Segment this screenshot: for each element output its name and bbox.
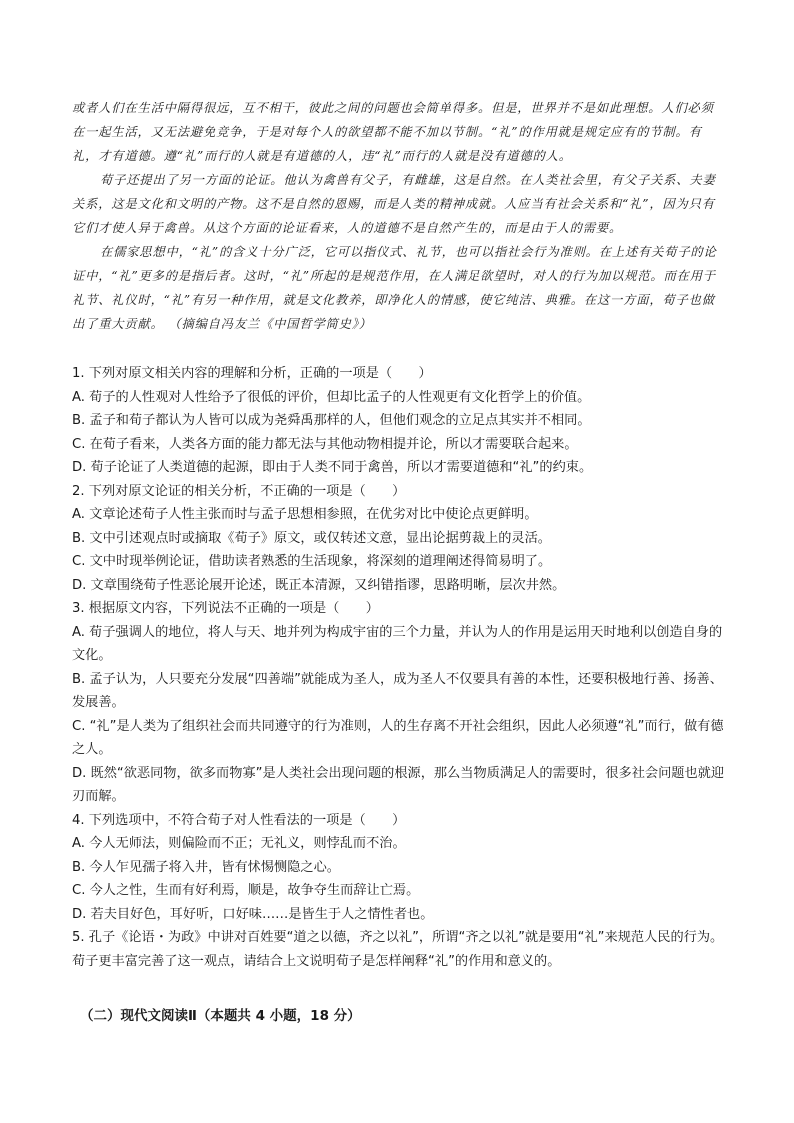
question-3-option-b: B. 孟子认为，人只要充分发展“四善端”就能成为圣人，成为圣人不仅要具有善的本性，还要积极地行善、扬善、发展善。 [72,671,723,710]
passage-paragraph-3: 在儒家思想中，“礼”的含义十分广泛，它可以指仪式、礼节，也可以指社会行为准则。在上述有关荀子的论证中，“礼”更多的是指后者。这时，“礼”所起的是规范作用，在人满足欲望时，对人的行为加以规范。而在用于礼节、礼仪时，“礼”有另一种作用，就是文化教养，即净化人的情感，使它纯洁、典雅。在这一方面，荀子也做出了重大贡献。 （摘编自冯友兰《中国哲学简史》） [72,245,717,331]
question-3-stem: 3. 根据原文内容，下列说法不正确的一项是（ ） [72,601,379,616]
question-2-option-b: B. 文中引述观点时或摘取《荀子》原文，或仅转述文意，显出论据剪裁上的灵活。 [72,530,551,546]
question-2-option-a: A. 文章论述荀子人性主张而时与孟子思想相参照，在优劣对比中使论点更鲜明。 [72,507,538,522]
question-3-option-d: D. 既然“欲恶同物，欲多而物寡”是人类社会出现问题的根源，那么当物质满足人的需要时，很多社会问题也就迎刃而解。 [72,765,725,804]
reading-passage [72,96,724,336]
question-1-option-c: C. 在荀子看来，人类各方面的能力都无法与其他动物相提并论，所以才需要联合起来。 [72,436,578,452]
question-4-option-a: A. 今人无师法，则偏险而不正；无礼义，则悖乱而不治。 [72,836,406,851]
question-1-option-d: D. 荀子论证了人类道德的起源，即由于人类不同于禽兽，所以才需要道德和“礼”的约束。 [72,460,593,475]
question-2-stem: 2. 下列对原文论证的相关分析，不正确的一项是（ ） [72,483,406,499]
question-2-option-d: D. 文章围绕荀子性恶论展开论述，既正本清源，又纠错指谬，思路明晰，层次井然。 [72,577,566,593]
question-3-option-c: C. “礼”是人类为了组织社会而共同遵守的行为准则，人的生存离不开社会组织，因此人必须遵“礼”而行，做有德之人。 [72,718,724,757]
passage-paragraph-1: 或者人们在生活中隔得很远，互不相干，彼此之间的问题也会简单得多。但是，世界并不是如此理想。人们必须在一起生活，又无法避免竞争，于是对每个人的欲望都不能不加以节制。“礼”的作用就是规定应有的节制。有礼，才有道德。遵“礼”而行的人就是有道德的人，违“礼”而行的人就是没有道德的人。 [72,101,714,163]
question-1-option-b: B. 孟子和荀子都认为人皆可以成为尧舜禹那样的人，但他们观念的立足点其实并不相同。 [72,413,591,428]
section-heading: （二）现代文阅读Ⅱ（本题共 4 小题，18 分） [80,1008,361,1024]
question-2-option-c: C. 文中时现举例论证，借助读者熟悉的生活现象，将深刻的道理阐述得简易明了。 [72,554,552,569]
question-4-option-d: D. 若夫目好色，耳好听，口好味……是皆生于人之情性者也。 [72,906,434,922]
question-4-option-c: C. 今人之性，生而有好利焉，顺是，故争夺生而辞让亡焉。 [72,883,420,898]
passage-paragraph-2: 荀子还提出了另一方面的论证。他认为禽兽有父子，有雌雄，这是自然。在人类社会里，有父子关系、夫妻关系，这是文化和文明的产物。这不是自然的恩赐，而是人类的精神成就。人应当有社会关系和“礼”，因为只有它们才使人异于禽兽。从这个方面的论证看来，人的道德不是自然产生的，而是由于人的需要。 [72,173,716,235]
question-4-option-b: B. 今人乍见孺子将入井，皆有怵惕恻隐之心。 [72,859,340,875]
question-1-stem: 1. 下列对原文相关内容的理解和分析，正确的一项是（ ） [72,366,432,381]
question-1-option-a: A. 荀子的人性观对人性给予了很低的评价，但却比孟子的人性观更有文化哲学上的价值。 [72,389,591,405]
question-5-stem: 5. 孔子《论语・为政》中讲对百姓要“道之以德，齐之以礼”，所谓“齐之以礼”就是要用“礼”来规范人民的行为。荀子更丰富完善了这一观点，请结合上文说明荀子是怎样阐释“礼”的作用和意义的。 [72,930,724,969]
question-3-option-a: A. 荀子强调人的地位，将人与天、地并列为构成宇宙的三个力量，并认为人的作用是运用天时地利以创造自身的文化。 [72,624,723,663]
question-list [72,362,726,973]
question-4-stem: 4. 下列选项中，不符合荀子对人性看法的一项是（ ） [72,812,406,828]
